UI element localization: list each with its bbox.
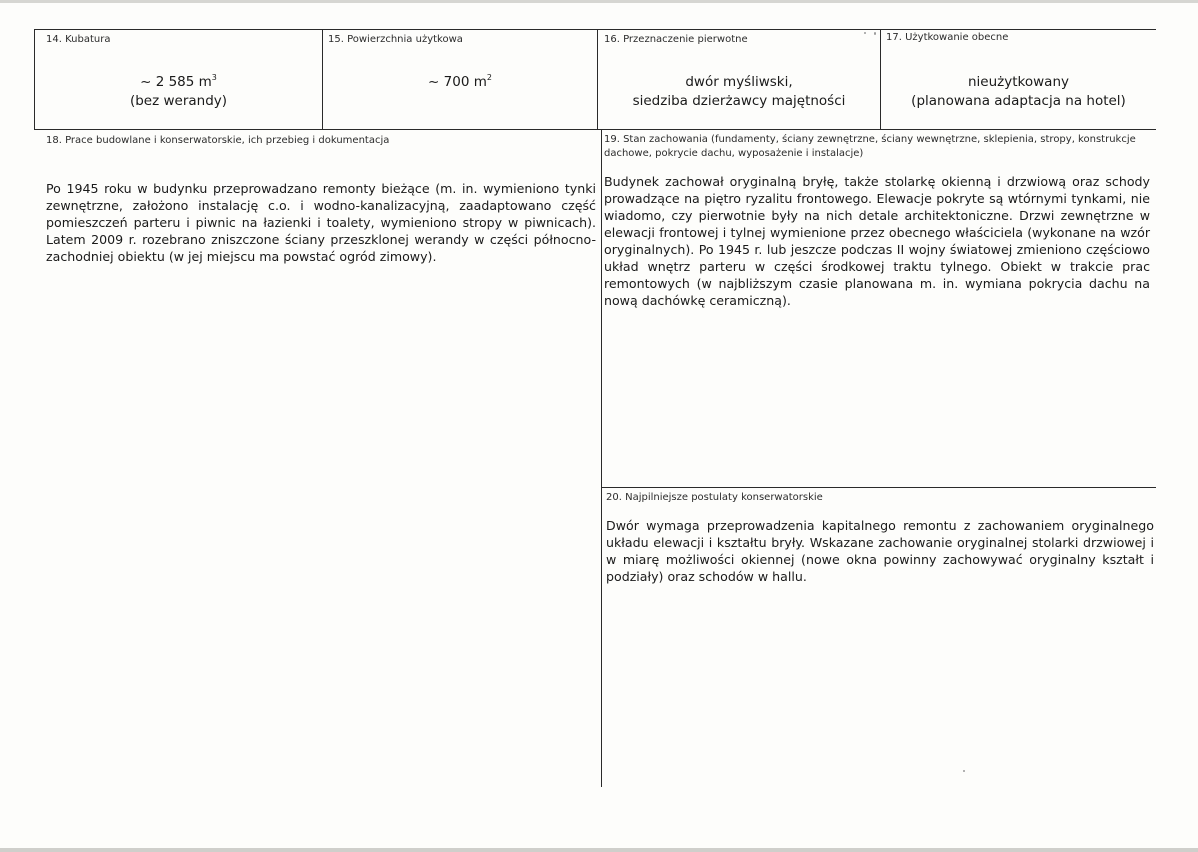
field-19-label: 19. Stan zachowania (fundamenty, ściany zewnętrzne, ściany wewnętrzne, sklepienia, stropy, konstrukcje dachowe, pokrycie dachu, wyposażenie i instalacje): [604, 134, 1136, 159]
field-17-label: 17. Użytkowanie obecne: [886, 32, 1009, 43]
field-17-value-line1: nieużytkowany: [968, 74, 1069, 90]
scan-edge-top: [0, 0, 1198, 3]
rule-row1-bottom: [34, 129, 1156, 130]
field-14-value-sup: 3: [211, 73, 217, 82]
rule-center: [601, 129, 602, 787]
field-19-text: Budynek zachował oryginalną bryłę, także stolarkę okienną i drzwiową oraz schody prowadzące na piętro ryzalitu frontowego. Elewacje pokryte są wtórnymi tynkami, nie wiadomo, czy pierwotnie były na nich detale architektoniczne. Drzwi zewnętrzne w elewacji frontowej i tylnej wymienione przez obecnego właściciela (wykonane na wzór oryginalnych). Po 1945 r. lub jeszcze podczas II wojny światowej zmieniono częściowo układ wnętrz parteru w części środkowej traktu tylnego. Obiekt w trakcie prac remontowych (w najbliższym czasie planowana m. in. wymiana pokrycia dachu na nową dachówkę ceramiczną).: [604, 174, 1150, 308]
field-14-label: 14. Kubatura: [46, 34, 111, 45]
field-16-value: [598, 73, 880, 111]
field-15-label: 15. Powierzchnia użytkowa: [328, 34, 463, 45]
field-14-value-main: ~ 2 585 m: [140, 74, 212, 90]
rule-top: [34, 29, 1156, 30]
field-16-label: 16. Przeznaczenie pierwotne: [604, 34, 748, 45]
scan-speck: [963, 770, 965, 772]
field-18-label: 18. Prace budowlane i konserwatorskie, ich przebieg i dokumentacja: [46, 135, 390, 146]
scan-speck: [864, 32, 866, 34]
field-18-text: Po 1945 roku w budynku przeprowadzano remonty bieżące (m. in. wymieniono tynki zewnętrzne, założono instalację c.o. i wodno-kanalizacyjną, zaadaptowano część pomieszczeń parteru i piwnic na łazienki i toalety, wymieniono stropy w piwnicach). Latem 2009 r. rozebrano zniszczone ściany przeszklonej werandy w części północno-zachodniej obiektu (w jej miejscu ma powstać ogród zimowy).: [46, 181, 596, 264]
field-14-value: [35, 73, 322, 111]
scan-edge-bottom: [0, 848, 1198, 852]
field-16-value-line1: dwór myśliwski,: [685, 74, 793, 90]
field-20-text: Dwór wymaga przeprowadzenia kapitalnego remontu z zachowaniem oryginalnego układu elewacji i kształtu bryły. Wskazane zachowanie oryginalnej stolarki drzwiowej i w miarę możliwości okiennej (nowe okna powinny zachowywać oryginalny kształt i podziały) oraz schodów w hallu.: [606, 518, 1154, 584]
field-16-value-line2: siedziba dzierżawcy majętności: [632, 93, 846, 109]
field-20-label: 20. Najpilniejsze postulaty konserwatorskie: [606, 492, 823, 503]
field-17-value: [881, 73, 1156, 111]
field-15-value-main: ~ 700 m: [428, 74, 487, 90]
field-15-value-sup: 2: [486, 73, 492, 82]
rule-field20-top: [601, 487, 1156, 488]
field-15-value: [323, 73, 597, 92]
field-14-value-main-line: [35, 73, 322, 92]
scan-speck: [874, 32, 876, 35]
field-14-value-sub: (bez werandy): [129, 93, 228, 109]
field-17-value-line2: (planowana adaptacja na hotel): [911, 93, 1126, 109]
